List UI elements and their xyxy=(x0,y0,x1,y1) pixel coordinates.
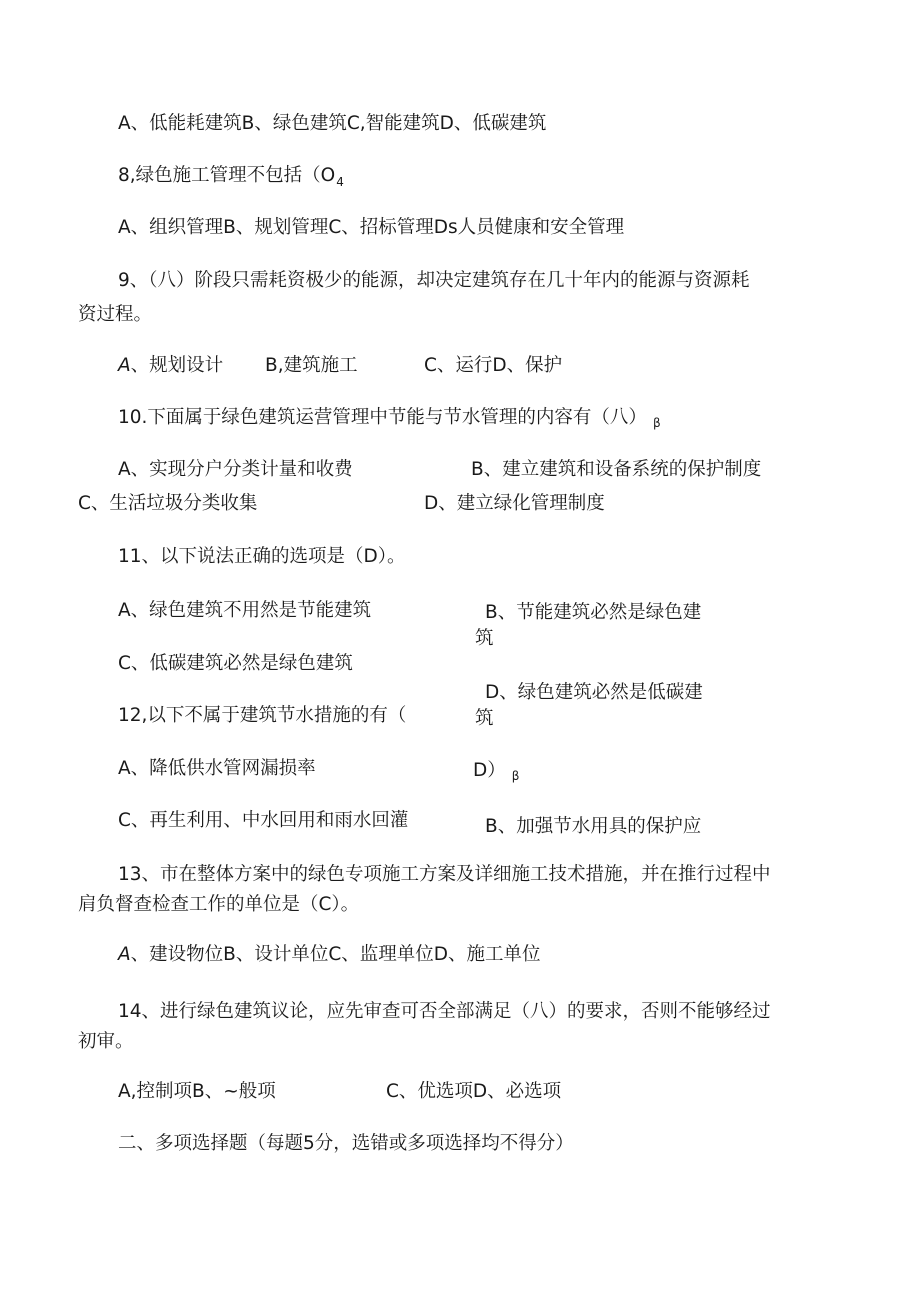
q10-option-a: A、实现分户分类计量和收费 xyxy=(118,459,353,480)
q13-stem-line1: 13、市在整体方案中的绿色专项施工方案及详细施工技术措施，并在推行过程中 xyxy=(118,864,771,885)
q11-option-c: C、低碳建筑必然是绿色建筑 xyxy=(118,653,353,674)
q9-option-a-text: 、规划设计 xyxy=(130,355,224,376)
q12-option-c: C、再生利用、中水回用和雨水回灌 xyxy=(118,810,409,831)
q13-stem-line2: 肩负督查检查工作的单位是（C）。 xyxy=(78,894,360,915)
q12-option-b: B、加强节水用具的保护应 xyxy=(485,816,702,837)
q9-option-b: B,建筑施工 xyxy=(265,355,358,376)
q11-option-b-line1: B、节能建筑必然是绿色建 xyxy=(485,602,702,623)
q12-option-a: A、降低供水管网漏损率 xyxy=(118,758,316,779)
q10-option-c: C、生活垃圾分类收集 xyxy=(78,493,258,514)
q9-option-a xyxy=(118,357,223,376)
q14-stem-line2: 初审。 xyxy=(78,1031,134,1052)
q11-option-d-line2: 筑 xyxy=(475,708,494,729)
q8-stem-subscript: 4 xyxy=(336,175,344,189)
q11-stem: 11、以下说法正确的选项是（D）。 xyxy=(118,546,406,567)
q11-option-b-line2: 筑 xyxy=(475,628,494,649)
q11-option-d-line1: D、绿色建筑必然是低碳建 xyxy=(485,682,703,703)
q12-answer xyxy=(473,762,519,782)
q12-mark: β xyxy=(511,769,520,783)
q8-options: A、组织管理B、规划管理C、招标管理Ds人员健康和安全管理 xyxy=(118,217,625,238)
q10-stem-text: 10.下面属于绿色建筑运营管理中节能与节水管理的内容有（八） xyxy=(118,407,647,428)
q8-stem xyxy=(118,167,344,188)
q10-mark: β xyxy=(652,416,661,430)
q13-option-a-letter: A xyxy=(118,944,131,965)
section2-title: 二、多项选择题（每题5分，选错或多项选择均不得分） xyxy=(118,1133,574,1154)
q9-option-a-letter: A xyxy=(118,355,131,376)
q12-stem: 12,以下不属于建筑节水措施的有（ xyxy=(118,705,407,726)
q11-option-a: A、绿色建筑不用然是节能建筑 xyxy=(118,600,372,621)
q9-option-cd: C、运行D、保护 xyxy=(424,355,563,376)
q12-answer-text: D） xyxy=(473,760,506,781)
q13-options-text: 、建设物位B、设计单位C、监理单位D、施工单位 xyxy=(130,944,541,965)
q13-options xyxy=(118,946,541,965)
q10-option-d: D、建立绿化管理制度 xyxy=(424,493,605,514)
q9-stem-line2: 资过程。 xyxy=(78,304,153,325)
q10-option-b: B、建立建筑和设备系统的保护制度 xyxy=(471,459,762,480)
q8-stem-text: 8,绿色施工管理不包括（O xyxy=(118,165,336,186)
q9-stem-line1: 9、（八）阶段只需耗资极少的能源，却决定建筑存在几十年内的能源与资源耗 xyxy=(118,270,750,291)
q14-option-cd: C、优选项D、必选项 xyxy=(386,1081,562,1102)
q10-stem xyxy=(118,409,661,429)
q14-stem-line1: 14、进行绿色建筑议论，应先审查可否全部满足（八）的要求，否则不能够经过 xyxy=(118,1001,771,1022)
q7-options: A、低能耗建筑B、绿色建筑C,智能建筑D、低碳建筑 xyxy=(118,113,547,134)
q14-option-ab: A,控制项B、~般项 xyxy=(118,1081,276,1102)
